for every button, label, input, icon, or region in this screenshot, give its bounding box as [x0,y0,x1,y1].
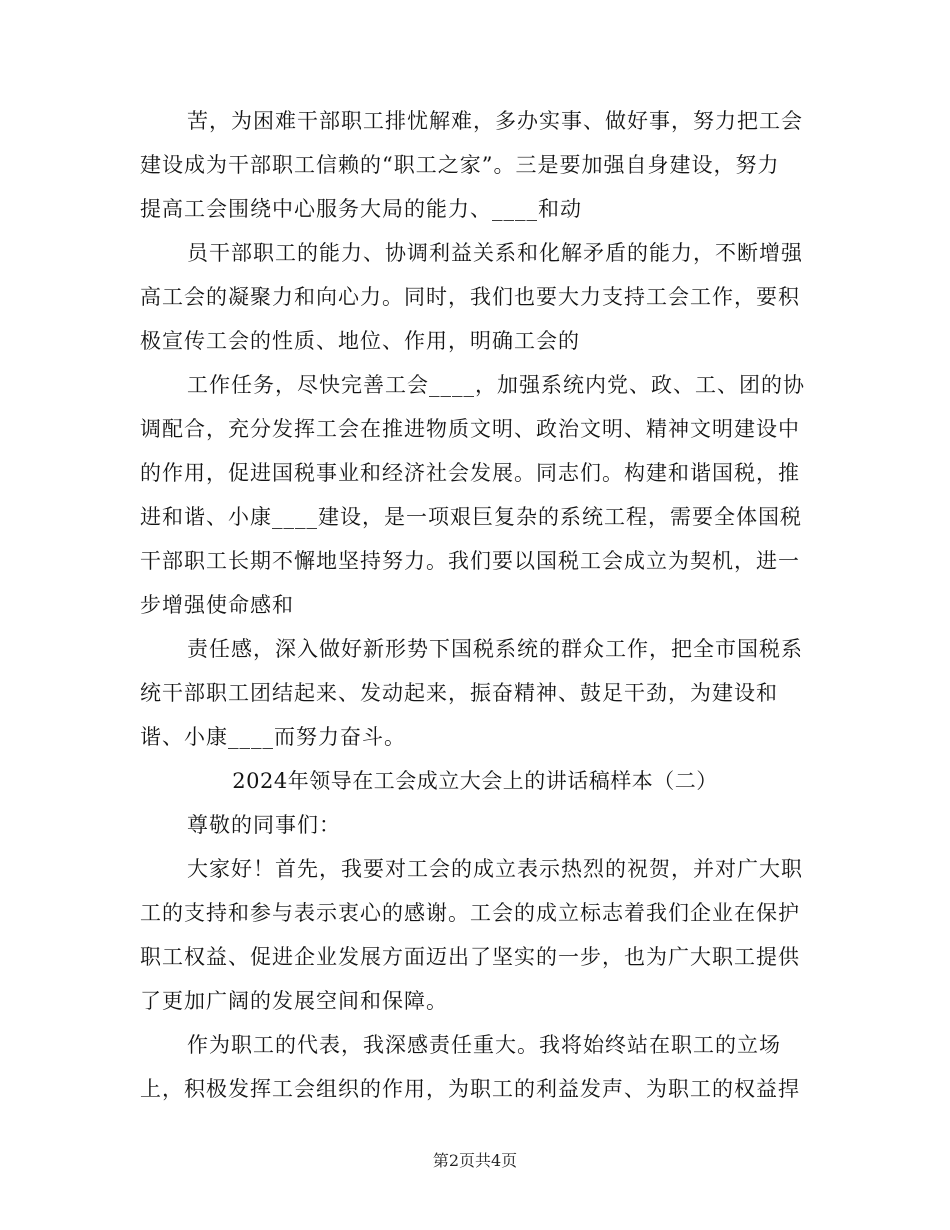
text-line: 职工权益、促进企业发展方面迈出了坚实的一步，也为广大职工提供 [140,945,800,969]
text-line: 统干部职工团结起来、发动起来，振奋精神、鼓足干劲，为建设和 [140,681,778,705]
text-line: 进和谐、小康____建设，是一项艰巨复杂的系统工程，需要全体国税 [140,505,802,529]
text-line: 大家好！首先，我要对工会的成立表示热烈的祝贺，并对广大职 [187,857,803,881]
text-line: 步增强使命感和 [140,593,294,617]
text-line: 干部职工长期不懈地坚持努力。我们要以国税工会成立为契机，进一 [140,549,800,573]
text-line: 责任感，深入做好新形势下国税系统的群众工作，把全市国税系 [187,637,803,661]
text-line: 苦，为困难干部职工排忧解难，多办实事、做好事，努力把工会 [187,109,803,133]
text-line: 了更加广阔的发展空间和保障。 [140,989,448,1013]
text-line: 员干部职工的能力、协调利益关系和化解矛盾的能力，不断增强 [187,241,803,265]
text-line: 调配合，充分发挥工会在推进物质文明、政治文明、精神文明建设中 [140,417,800,441]
text-line: 工的支持和参与表示衷心的感谢。工会的成立标志着我们企业在保护 [140,901,800,925]
text-line: 的作用，促进国税事业和经济社会发展。同志们。构建和谐国税，推 [140,461,800,485]
page-number: 第2页共4页 [432,1151,518,1170]
text-line: 极宣传工会的性质、地位、作用，明确工会的 [140,329,580,353]
text-line: 提高工会围绕中心服务大局的能力、____和动 [140,197,582,221]
text-line: 建设成为干部职工信赖的“职工之家”。三是要加强自身建设，努力 [140,153,780,177]
text-line: 工作任务，尽快完善工会____，加强系统内党、政、工、团的协 [187,373,805,397]
text-line: 高工会的凝聚力和向心力。同时，我们也要大力支持工会工作，要积 [140,285,800,309]
section-heading: 2024年领导在工会成立大会上的讲话稿样本（二） [232,769,718,793]
text-line: 上，积极发挥工会组织的作用，为职工的利益发声、为职工的权益捍 [140,1077,800,1101]
text-line: 谐、小康____而努力奋斗。 [140,725,406,749]
text-line: 尊敬的同事们： [187,813,341,837]
text-line: 作为职工的代表，我深感责任重大。我将始终站在职工的立场 [187,1033,781,1057]
